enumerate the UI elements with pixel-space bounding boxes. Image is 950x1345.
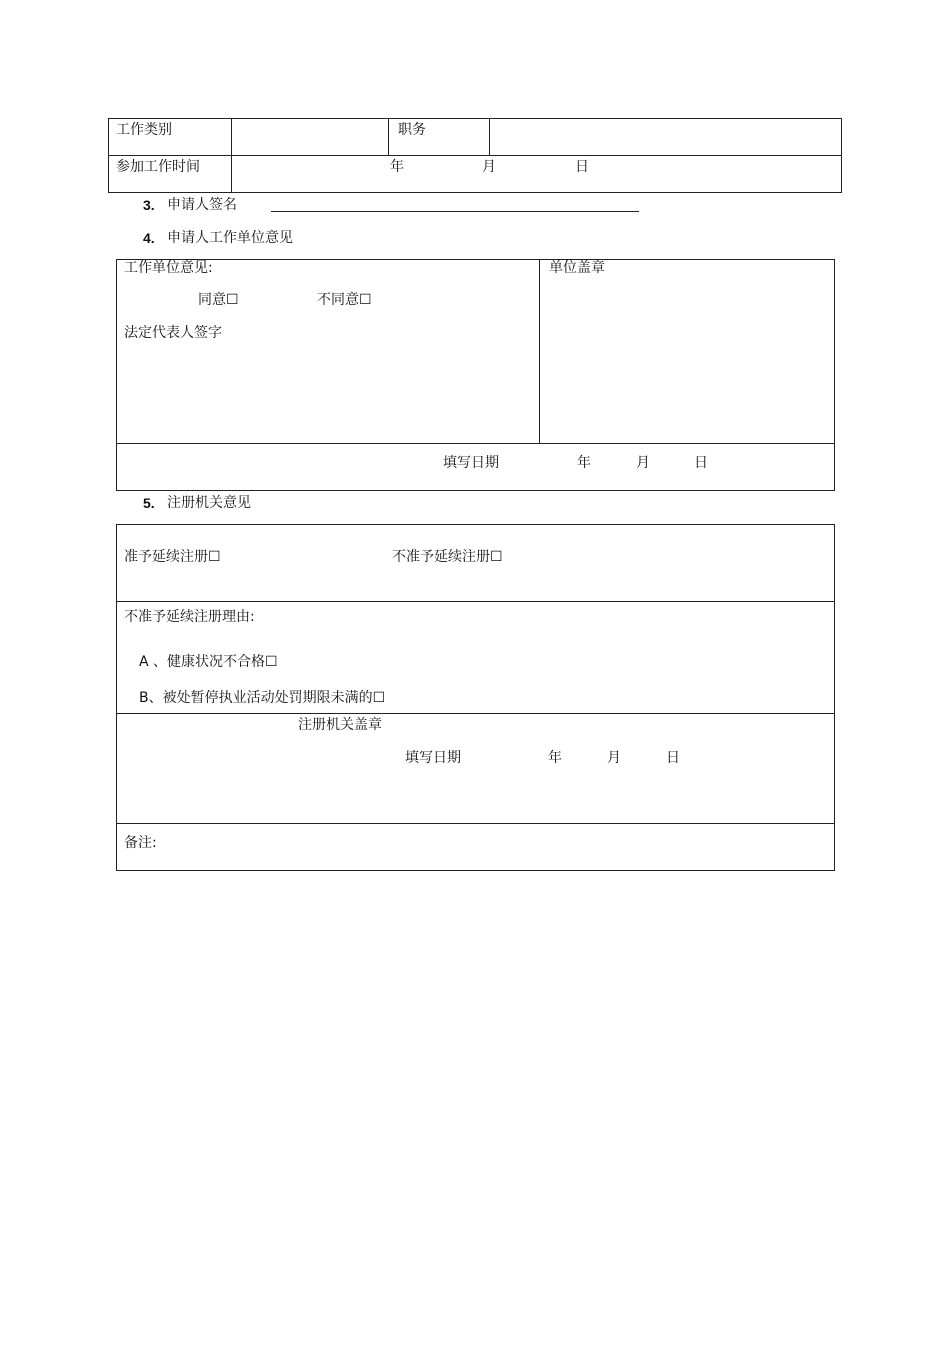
- approve-renewal-checkbox[interactable]: 准予延续注册☐: [124, 549, 221, 565]
- employer-fill-date-day: 日: [694, 455, 708, 471]
- work-type-label: 工作类别: [116, 122, 172, 138]
- work-info-col-divider-2: [388, 118, 389, 155]
- authority-seal-label: 注册机关盖章: [298, 717, 382, 733]
- authority-fill-date-day: 日: [666, 750, 680, 766]
- remarks-label: 备注:: [124, 835, 157, 851]
- agree-checkbox[interactable]: 同意☐: [198, 292, 239, 308]
- legal-representative-signature-label: 法定代表人签字: [124, 325, 222, 341]
- authority-fill-date-label: 填写日期: [405, 750, 461, 766]
- authority-row-divider-3: [116, 823, 835, 824]
- employer-fill-date-month: 月: [636, 455, 650, 471]
- section3-number: 3.: [143, 197, 155, 213]
- start-time-year: 年: [390, 159, 404, 175]
- reason-a-checkbox[interactable]: A 、健康状况不合格☐: [139, 654, 278, 670]
- authority-row-divider-1: [116, 601, 835, 602]
- authority-fill-date-year: 年: [548, 750, 562, 766]
- section4-number: 4.: [143, 230, 155, 246]
- work-info-col-divider-3: [489, 118, 490, 155]
- start-time-label: 参加工作时间: [116, 159, 200, 175]
- section5-title: 注册机关意见: [167, 495, 251, 511]
- start-time-day: 日: [575, 159, 589, 175]
- employer-opinion-col-divider: [539, 259, 540, 444]
- section3-title: 申请人签名: [167, 197, 237, 213]
- reason-b-checkbox[interactable]: B、被处暂停执业活动处罚期限未满的☐: [139, 690, 386, 706]
- employer-fill-date-year: 年: [577, 455, 591, 471]
- section5-number: 5.: [143, 495, 155, 511]
- authority-row-divider-2: [116, 713, 835, 714]
- unit-seal-label: 单位盖章: [549, 260, 605, 276]
- employer-opinion-label: 工作单位意见:: [124, 260, 213, 276]
- work-info-row-divider: [108, 155, 842, 156]
- reject-renewal-checkbox[interactable]: 不准予延续注册☐: [392, 549, 503, 565]
- work-type-field[interactable]: [236, 122, 384, 150]
- employer-opinion-row-divider: [116, 443, 835, 444]
- work-info-col-divider-1: [231, 118, 232, 193]
- section4-title: 申请人工作单位意见: [167, 230, 293, 246]
- position-field[interactable]: [494, 122, 836, 150]
- authority-fill-date-month: 月: [607, 750, 621, 766]
- reject-reason-label: 不准予延续注册理由:: [124, 609, 255, 625]
- position-label: 职务: [398, 122, 426, 138]
- employer-fill-date-label: 填写日期: [443, 455, 499, 471]
- start-time-month: 月: [482, 159, 496, 175]
- applicant-signature-line[interactable]: [271, 211, 639, 212]
- disagree-checkbox[interactable]: 不同意☐: [317, 292, 372, 308]
